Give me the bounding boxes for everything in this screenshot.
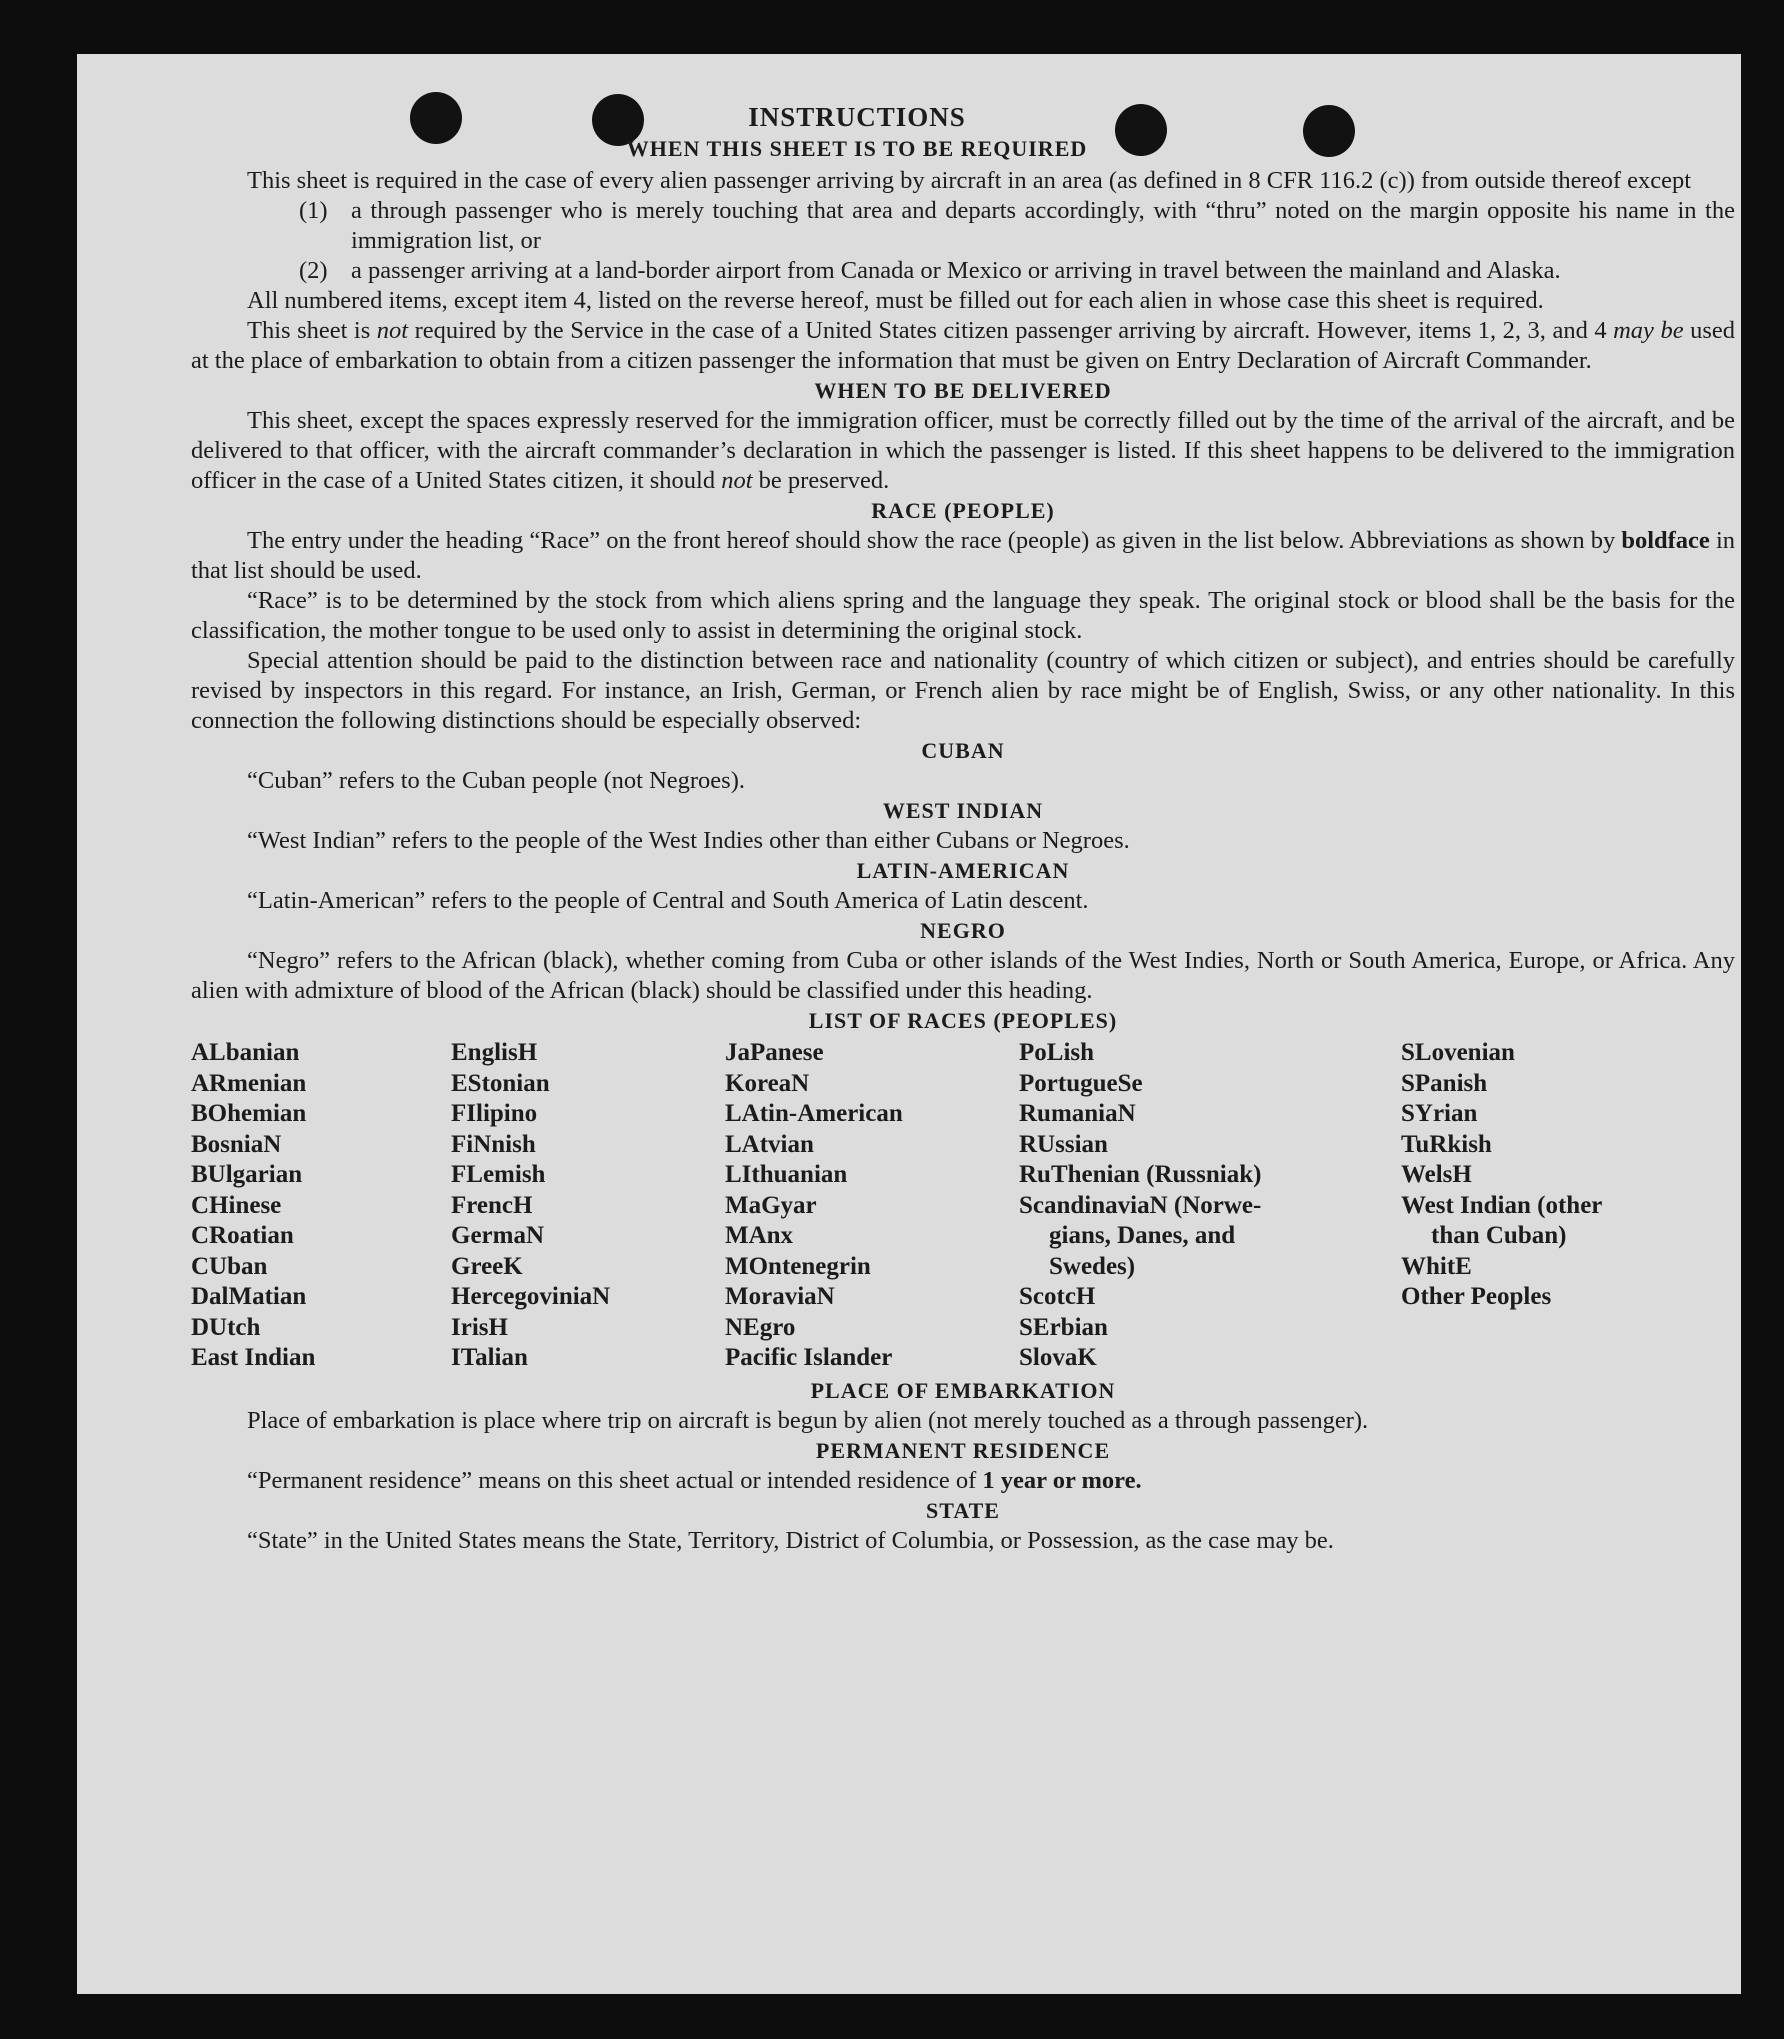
race-entry: WelsH	[1401, 1161, 1472, 1188]
race-entry: SYrian	[1401, 1100, 1478, 1127]
race-entry: LIthuanian	[725, 1161, 848, 1188]
race-entry: BUlgarian	[191, 1161, 303, 1188]
race-entry: FiNnish	[451, 1130, 536, 1158]
race-entry: RUssian	[1019, 1130, 1108, 1158]
race-entry: MAnx	[725, 1222, 794, 1249]
race-paragraph: “Race” is to be determined by the stock from which aliens spring and the language they speak. The original stock or blood shall be the basis for the classification, the mother tongue to be used only to assist in determining the original stock.	[191, 587, 1735, 644]
race-entry: EStonian	[451, 1069, 550, 1097]
race-entry: DUtch	[191, 1313, 261, 1341]
exception-item	[299, 196, 1735, 256]
race-entry: CRoatian	[191, 1222, 294, 1249]
section-heading: WEST INDIAN	[882, 798, 1044, 823]
race-entry: ScotcH	[1019, 1283, 1096, 1310]
race-entry: SLovenian	[1401, 1039, 1515, 1066]
intro-paragraph: This sheet is not required by the Service in the case of a United States citizen passenger arriving by aircraft. However, items 1, 2, 3, and 4 may be used at the place of embarkation to obtain from a citizen passenger the information that must be given on Entry Declaration of Aircraft Commander.	[191, 317, 1735, 374]
race-entry: JaPanese	[725, 1039, 824, 1066]
section-heading: CUBAN	[921, 738, 1005, 763]
race-entry: gians, Danes, and	[1049, 1222, 1236, 1249]
race-paragraph: Special attention should be paid to the distinction between race and nationality (country of which citizen or subject), and entries should be carefully revised by inspectors in this regard. For instance, an Irish, German, or French alien by race might be of English, Swiss, or any other nationality. In this connection the following distinctions should be especially observed:	[191, 647, 1735, 734]
race-entry: ARmenian	[191, 1069, 307, 1097]
race-entry: East Indian	[191, 1344, 316, 1371]
exception-number: (2)	[299, 257, 328, 284]
race-entry: FLemish	[451, 1161, 546, 1188]
race-entry: West Indian (other	[1401, 1191, 1603, 1219]
race-entry: PortugueSe	[1019, 1069, 1143, 1097]
race-entry: HercegoviniaN	[451, 1283, 611, 1310]
page-title: INSTRUCTIONS	[748, 102, 966, 132]
race-entry: RuThenian (Russniak)	[1019, 1161, 1262, 1188]
section-heading: PERMANENT RESIDENCE	[815, 1437, 1111, 1463]
race-entry: CHinese	[191, 1191, 282, 1219]
race-entry: RumaniaN	[1019, 1100, 1136, 1127]
exception-text: a passenger arriving at a land-border airport from Canada or Mexico or arriving in travel between the mainland and Alaska.	[351, 257, 1561, 284]
definition-text: “Cuban” refers to the Cuban people (not Negroes).	[247, 767, 745, 794]
instruction-body	[191, 166, 1735, 1556]
embarkation-text: Place of embarkation is place where trip on aircraft is begun by alien (not merely touched as a through passenger).	[247, 1406, 1369, 1434]
race-entry: MOntenegrin	[725, 1252, 871, 1280]
section-heading: WHEN TO BE DELIVERED	[814, 378, 1112, 403]
section-heading: NEGRO	[920, 918, 1006, 943]
definition-text: “Latin-American” refers to the people of Central and South America of Latin descent.	[247, 887, 1089, 914]
section-heading: LIST OF RACES (PEOPLES)	[808, 1008, 1118, 1033]
race-entry: KoreaN	[725, 1069, 810, 1097]
exception-item	[299, 256, 1735, 286]
race-entry: MoraviaN	[725, 1283, 835, 1310]
race-entry: SPanish	[1401, 1069, 1488, 1097]
race-entry: NEgro	[725, 1313, 796, 1341]
race-column	[725, 1038, 1019, 1374]
intro-paragraph: This sheet is required in the case of every alien passenger arriving by aircraft in an area (as defined in 8 CFR 116.2 (c)) from outside thereof except	[247, 167, 1692, 194]
instruction-sheet	[77, 54, 1741, 1994]
race-entry: SErbian	[1019, 1313, 1108, 1341]
exception-number: (1)	[299, 197, 328, 224]
race-column	[1019, 1038, 1401, 1374]
race-entry: LAtin-American	[725, 1100, 903, 1127]
race-entry: EnglisH	[451, 1039, 538, 1066]
race-entry: ALbanian	[191, 1039, 300, 1066]
delivered-paragraph: This sheet, except the spaces expressly reserved for the immigration officer, must be correctly filled out by the time of the arrival of the aircraft, and be delivered to that officer, with the aircraft commander’s declaration in which the passenger is listed. If this sheet happens to be delivered to the immigration officer in the case of a United States citizen, it should not be preserved.	[191, 407, 1735, 494]
residence-text: “Permanent residence” means on this sheet actual or intended residence of 1 year or more.	[247, 1466, 1142, 1494]
race-entry: Swedes)	[1049, 1252, 1136, 1280]
race-entry: GreeK	[451, 1252, 523, 1280]
race-entry: PoLish	[1019, 1039, 1095, 1066]
race-entry: GermaN	[451, 1222, 545, 1249]
race-entry: DalMatian	[191, 1283, 307, 1310]
race-entry: TuRkish	[1401, 1130, 1492, 1158]
state-text: “State” in the United States means the State, Territory, District of Columbia, or Possession, as the case may be.	[247, 1526, 1334, 1554]
section-heading: PLACE OF EMBARKATION	[810, 1377, 1116, 1403]
race-entry: FIlipino	[451, 1100, 538, 1127]
race-entry: Other Peoples	[1401, 1283, 1552, 1310]
race-entry: LAtvian	[725, 1130, 814, 1158]
definition-text: “West Indian” refers to the people of the West Indies other than either Cubans or Negroes.	[247, 827, 1130, 854]
section-heading: LATIN-AMERICAN	[856, 858, 1070, 883]
race-entry: BOhemian	[191, 1100, 307, 1127]
race-column	[451, 1038, 725, 1374]
intro-paragraph: All numbered items, except item 4, listed on the reverse hereof, must be filled out for each alien in whose case this sheet is required.	[247, 287, 1544, 314]
race-entry: ITalian	[451, 1344, 528, 1371]
race-entry: BosniaN	[191, 1130, 282, 1158]
section-heading: WHEN THIS SHEET IS TO BE REQUIRED	[626, 136, 1088, 161]
definition-text: “Negro” refers to the African (black), whether coming from Cuba or other islands of the West Indies, North or South America, Europe, or Africa. Any alien with admixture of blood of the African (black) should be classified under this heading.	[191, 947, 1735, 1004]
race-entry: MaGyar	[725, 1191, 817, 1219]
race-entry: WhitE	[1401, 1252, 1472, 1280]
race-entry: FrencH	[451, 1191, 533, 1219]
race-entry: than Cuban)	[1431, 1222, 1567, 1249]
race-entry: SlovaK	[1019, 1344, 1097, 1371]
section-heading: STATE	[926, 1497, 1000, 1523]
race-entry: IrisH	[451, 1313, 508, 1341]
race-entry: Pacific Islander	[725, 1344, 893, 1371]
race-list	[191, 1038, 1735, 1374]
exception-text: a through passenger who is merely touching that area and departs accordingly, with “thru” noted on the margin opposite his name in the immigration list, or	[351, 197, 1735, 254]
race-entry: ScandinaviaN (Norwe-	[1019, 1191, 1262, 1219]
race-column	[1401, 1038, 1721, 1374]
race-entry: CUban	[191, 1252, 268, 1280]
race-column	[191, 1038, 451, 1374]
section-heading: RACE (PEOPLE)	[871, 498, 1055, 523]
race-paragraph: The entry under the heading “Race” on the front hereof should show the race (people) as given in the list below. Abbreviations as shown by boldface in that list should be used.	[191, 527, 1736, 584]
